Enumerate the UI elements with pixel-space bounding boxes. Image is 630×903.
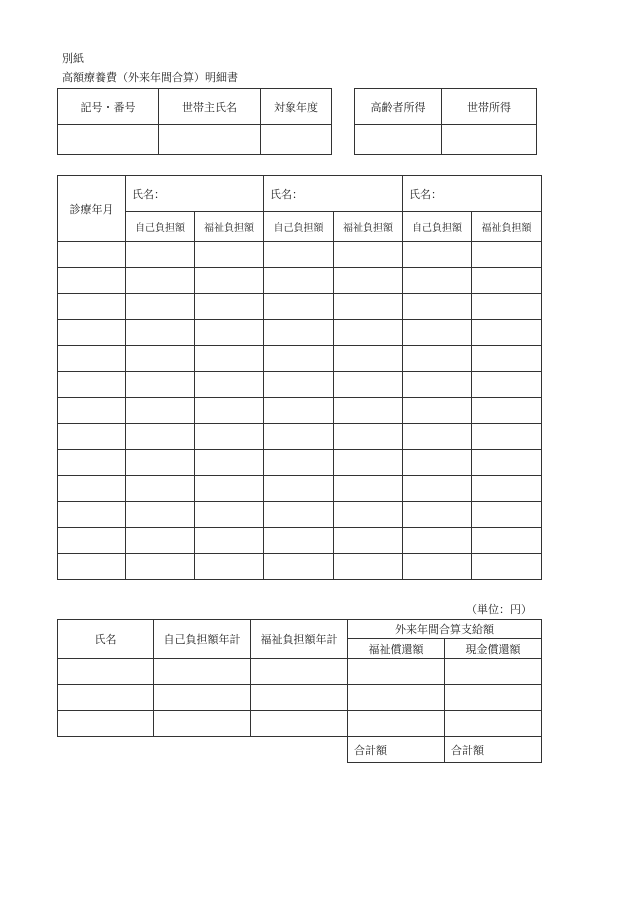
amount-cell[interactable] [334, 554, 403, 580]
amount-cell[interactable] [403, 398, 472, 424]
month-cell[interactable] [58, 268, 126, 294]
amount-cell[interactable] [126, 320, 195, 346]
table-row [58, 424, 542, 450]
amount-cell[interactable] [264, 294, 334, 320]
summary-cell[interactable] [58, 711, 154, 737]
amount-cell[interactable] [403, 502, 472, 528]
summary-cell[interactable] [348, 685, 445, 711]
amount-cell[interactable] [195, 502, 264, 528]
amount-cell[interactable] [126, 424, 195, 450]
person-name-1[interactable]: 氏名： [126, 176, 264, 212]
amount-cell[interactable] [264, 242, 334, 268]
amount-cell[interactable] [195, 242, 264, 268]
amount-cell[interactable] [126, 450, 195, 476]
amount-cell[interactable] [334, 242, 403, 268]
amount-cell[interactable] [195, 554, 264, 580]
table-row [58, 554, 542, 580]
amount-cell[interactable] [334, 320, 403, 346]
amount-cell[interactable] [264, 398, 334, 424]
cash-repay-header: 現金償還額 [445, 639, 542, 659]
record-number-header: 記号・番号 [58, 89, 159, 125]
summary-cell[interactable] [154, 685, 251, 711]
summary-cell[interactable] [251, 659, 348, 685]
summary-table [57, 619, 542, 763]
attachment-label: 別紙 [62, 52, 84, 65]
welfare-pay-header-1: 福祉負担額 [195, 212, 264, 242]
month-cell[interactable] [58, 294, 126, 320]
month-cell[interactable] [58, 320, 126, 346]
summary-cell[interactable] [348, 711, 445, 737]
month-cell[interactable] [58, 502, 126, 528]
elderly-income-header: 高齢者所得 [355, 89, 442, 125]
amount-cell[interactable] [195, 346, 264, 372]
amount-cell[interactable] [334, 476, 403, 502]
amount-cell[interactable] [403, 528, 472, 554]
head-of-household-header: 世帯主氏名 [159, 89, 261, 125]
amount-cell[interactable] [126, 372, 195, 398]
table-row [58, 398, 542, 424]
detail-table-body [58, 242, 542, 580]
summary-cell[interactable] [154, 711, 251, 737]
summary-cell[interactable] [251, 711, 348, 737]
amount-cell[interactable] [264, 528, 334, 554]
amount-cell[interactable] [334, 294, 403, 320]
amount-cell[interactable] [472, 320, 542, 346]
summary-cell[interactable] [445, 711, 542, 737]
welfare-pay-header-2: 福祉負担額 [334, 212, 403, 242]
table-row [58, 372, 542, 398]
summary-cell[interactable] [58, 659, 154, 685]
amount-cell[interactable] [403, 476, 472, 502]
summary-spacer [58, 737, 348, 763]
amount-cell[interactable] [126, 502, 195, 528]
amount-cell[interactable] [472, 398, 542, 424]
amount-cell[interactable] [264, 268, 334, 294]
amount-cell[interactable] [403, 372, 472, 398]
amount-cell[interactable] [264, 476, 334, 502]
table-row [58, 450, 542, 476]
month-header: 診療年月 [58, 176, 126, 242]
amount-cell[interactable] [126, 242, 195, 268]
table-row [58, 242, 542, 268]
target-year-header: 対象年度 [261, 89, 332, 125]
unit-label: （単位：円） [466, 603, 532, 616]
total-left[interactable]: 合計額 [348, 737, 445, 763]
amount-cell[interactable] [334, 346, 403, 372]
person-name-3[interactable]: 氏名： [403, 176, 542, 212]
payment-header: 外来年間合算支給額 [348, 620, 542, 639]
table-row [58, 476, 542, 502]
amount-cell[interactable] [334, 398, 403, 424]
info-table-right [354, 88, 537, 155]
amount-cell[interactable] [126, 554, 195, 580]
amount-cell[interactable] [264, 554, 334, 580]
amount-cell[interactable] [195, 268, 264, 294]
amount-cell[interactable] [264, 424, 334, 450]
table-row [58, 268, 542, 294]
amount-cell[interactable] [472, 268, 542, 294]
amount-cell[interactable] [126, 476, 195, 502]
amount-cell[interactable] [472, 554, 542, 580]
amount-cell[interactable] [472, 528, 542, 554]
month-cell[interactable] [58, 450, 126, 476]
month-cell[interactable] [58, 424, 126, 450]
amount-cell[interactable] [126, 346, 195, 372]
month-cell[interactable] [58, 398, 126, 424]
document-title: 高額療養費（外来年間合算）明細書 [62, 71, 238, 84]
target-year-cell[interactable] [261, 125, 332, 155]
amount-cell[interactable] [403, 346, 472, 372]
amount-cell[interactable] [403, 450, 472, 476]
amount-cell[interactable] [472, 346, 542, 372]
self-pay-annual-header: 自己負担額年計 [154, 620, 251, 659]
detail-table [57, 175, 542, 580]
self-pay-header-2: 自己負担額 [264, 212, 334, 242]
amount-cell[interactable] [403, 294, 472, 320]
month-cell[interactable] [58, 346, 126, 372]
amount-cell[interactable] [403, 320, 472, 346]
amount-cell[interactable] [126, 294, 195, 320]
welfare-pay-header-3: 福祉負担額 [472, 212, 542, 242]
amount-cell[interactable] [264, 372, 334, 398]
amount-cell[interactable] [264, 450, 334, 476]
self-pay-header-1: 自己負担額 [126, 212, 195, 242]
summary-name-header: 氏名 [58, 620, 154, 659]
amount-cell[interactable] [472, 502, 542, 528]
welfare-repay-header: 福祉償還額 [348, 639, 445, 659]
summary-cell[interactable] [58, 685, 154, 711]
amount-cell[interactable] [403, 554, 472, 580]
table-row [58, 294, 542, 320]
amount-cell[interactable] [195, 450, 264, 476]
amount-cell[interactable] [403, 424, 472, 450]
total-right[interactable]: 合計額 [445, 737, 542, 763]
amount-cell[interactable] [472, 450, 542, 476]
amount-cell[interactable] [334, 502, 403, 528]
month-cell[interactable] [58, 372, 126, 398]
amount-cell[interactable] [403, 268, 472, 294]
month-cell[interactable] [58, 242, 126, 268]
summary-cell[interactable] [445, 685, 542, 711]
summary-cell[interactable] [348, 659, 445, 685]
person-name-2[interactable]: 氏名： [264, 176, 403, 212]
amount-cell[interactable] [334, 372, 403, 398]
month-cell[interactable] [58, 476, 126, 502]
amount-cell[interactable] [195, 528, 264, 554]
amount-cell[interactable] [195, 294, 264, 320]
table-row [58, 320, 542, 346]
self-pay-header-3: 自己負担額 [403, 212, 472, 242]
amount-cell[interactable] [334, 424, 403, 450]
amount-cell[interactable] [472, 476, 542, 502]
amount-cell[interactable] [264, 502, 334, 528]
month-cell[interactable] [58, 528, 126, 554]
amount-cell[interactable] [195, 476, 264, 502]
amount-cell[interactable] [334, 528, 403, 554]
amount-cell[interactable] [334, 268, 403, 294]
amount-cell[interactable] [472, 242, 542, 268]
amount-cell[interactable] [264, 346, 334, 372]
amount-cell[interactable] [195, 398, 264, 424]
table-row [58, 346, 542, 372]
amount-cell[interactable] [403, 242, 472, 268]
table-row [58, 528, 542, 554]
summary-cell[interactable] [154, 659, 251, 685]
amount-cell[interactable] [126, 528, 195, 554]
amount-cell[interactable] [126, 398, 195, 424]
table-row [58, 502, 542, 528]
elderly-income-cell[interactable] [355, 125, 442, 155]
month-cell[interactable] [58, 554, 126, 580]
welfare-pay-annual-header: 福祉負担額年計 [251, 620, 348, 659]
head-of-household-cell[interactable] [159, 125, 261, 155]
amount-cell[interactable] [126, 268, 195, 294]
summary-cell[interactable] [445, 659, 542, 685]
amount-cell[interactable] [195, 320, 264, 346]
household-income-cell[interactable] [442, 125, 537, 155]
household-income-header: 世帯所得 [442, 89, 537, 125]
amount-cell[interactable] [472, 294, 542, 320]
amount-cell[interactable] [472, 372, 542, 398]
info-table-left [57, 88, 332, 155]
amount-cell[interactable] [472, 424, 542, 450]
amount-cell[interactable] [264, 320, 334, 346]
summary-cell[interactable] [251, 685, 348, 711]
amount-cell[interactable] [195, 424, 264, 450]
record-number-cell[interactable] [58, 125, 159, 155]
amount-cell[interactable] [334, 450, 403, 476]
amount-cell[interactable] [195, 372, 264, 398]
